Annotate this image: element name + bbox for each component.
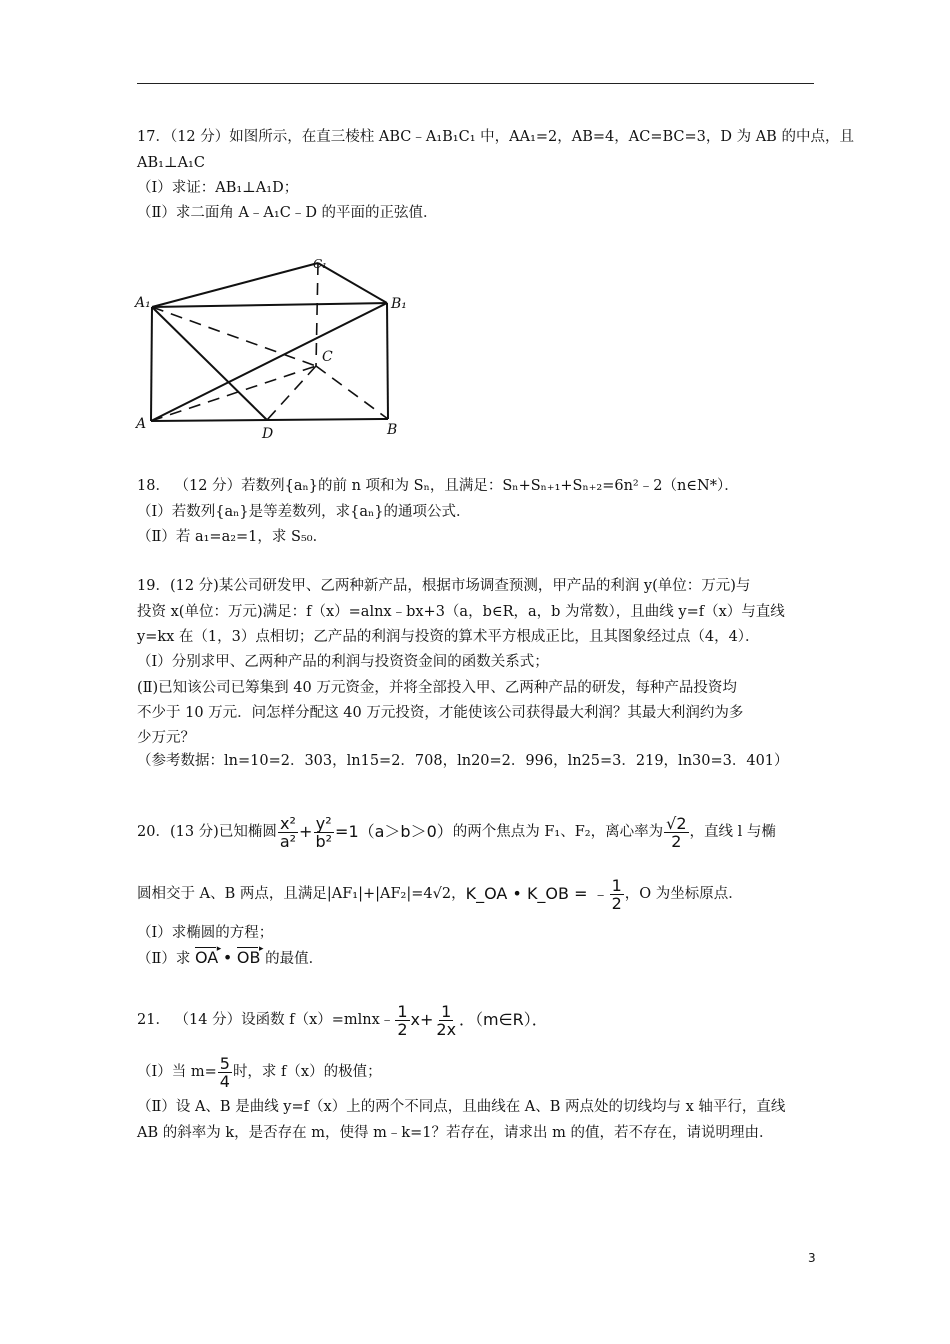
q20-line2b: ，O 为坐标原点． <box>624 886 743 902</box>
q20-tail: ，直线 l 与椭 <box>689 824 776 840</box>
q20-frac-half: $\frac{1}{2}$ <box>611 875 622 913</box>
label-a: A <box>136 416 147 432</box>
q20-part1: （I）求椭圆的方程； <box>137 925 274 941</box>
edge-a1-a <box>151 307 152 421</box>
prism-figure <box>130 258 420 448</box>
q17-part1: （I）求证：AB₁⊥A₁D； <box>137 180 299 196</box>
vector-ob: OB ▸ <box>237 948 261 968</box>
q18-part1: （Ⅰ）若数列{aₙ}是等差数列，求{aₙ}的通项公式． <box>137 504 471 520</box>
edge-a1-c1 <box>152 263 318 307</box>
edge-b1-b <box>387 303 388 419</box>
label-c: C <box>322 349 333 365</box>
q20-line2 <box>137 872 743 916</box>
q19-part2b: 不少于 10 万元．问怎样分配这 40 万元投资，才能使该公司获得最大利润？其最大利润约为多 <box>137 705 744 721</box>
q20-kprod: K_OA • K_OB = ﹣ <box>465 884 609 903</box>
q19-line3: y=kx 在（1，3）点相切；乙产品的利润与投资的算术平方根成正比，且其图象经过点（4，4）． <box>137 629 760 645</box>
q19-line1: 19．(12 分)某公司研发甲、乙两种新产品，根据市场调查预测，甲产品的利润 y(单位：万元)与 <box>137 578 751 594</box>
q18-part2: （Ⅱ）若 a₁=a₂=1，求 S₅₀． <box>137 529 328 545</box>
label-b1: B₁ <box>391 296 407 312</box>
q21-frac-1-2x: $\frac{1}{2x}$ <box>436 1001 457 1039</box>
q20-mid: 的两个焦点为 F₁、F₂，离心率为 <box>452 824 664 840</box>
q17-line1: 17．（12 分）如图所示，在直三棱柱 ABC﹣A₁B₁C₁ 中，AA₁=2，AB=4，AC=BC=3，D 为 AB 的中点，且 <box>137 129 854 145</box>
q18-line1: 18． （12 分）若数列{aₙ}的前 n 项和为 Sₙ，且满足：Sₙ+Sₙ₊₁+Sₙ₊₂=6n²﹣2（n∈N*）． <box>137 478 739 494</box>
q21-frac-5-4: $\frac{5}{4}$ <box>219 1053 230 1091</box>
q21-line1: 21． （14 分）设函数 f（x）=mlnx﹣ $\frac{1}{2}$ x+ $\frac{1}{2x}$ ．（m∈R）． <box>137 998 548 1042</box>
q20-cond: =1（a＞b＞0） <box>335 822 453 841</box>
label-c1: C₁ <box>313 258 327 271</box>
q21-tail: ．（m∈R）． <box>459 1010 548 1029</box>
edge-c-b <box>316 366 388 419</box>
edge-c1-b1 <box>318 263 387 303</box>
segment-a1-c <box>152 307 316 366</box>
q19-line2: 投资 x(单位：万元)满足：f（x）=alnx﹣bx+3（a，b∈R，a，b 为常数），且曲线 y=f（x）与直线 <box>137 604 785 620</box>
q21-part2b: AB 的斜率为 k，是否存在 m，使得 m﹣k=1？若存在，请求出 m 的值，若不存在，请说明理由． <box>137 1125 774 1141</box>
label-b: B <box>387 422 398 438</box>
page-number: 3 <box>808 1251 816 1265</box>
q17-part2: （Ⅱ）求二面角 A﹣A₁C﹣D 的平面的正弦值． <box>137 205 438 221</box>
edge-a-c <box>151 366 316 421</box>
q19-part2c: 少万元？ <box>137 730 195 746</box>
q20-line2a: 圆相交于 A、B 两点，且满足|AF₁|+|AF₂|=4√2， <box>137 886 466 902</box>
q20-frac-x: $\frac{\text{x²}}{\text{a²}}$ <box>279 813 297 851</box>
edge-a1-b1 <box>152 303 387 307</box>
q21-prefix: 21． （14 分）设函数 f（x）=mlnx﹣ <box>137 1012 395 1028</box>
vector-oa: OA ▸ <box>195 948 218 968</box>
q21-part2a: （Ⅱ）设 A、B 是曲线 y=f（x）上的两个不同点，且曲线在 A、B 两点处的切线均与 x 轴平行，直线 <box>137 1099 786 1115</box>
label-a1: A₁ <box>135 295 151 311</box>
q21-part1: （I）当 m= $\frac{5}{4}$ 时，求 f（x）的极值； <box>137 1053 382 1091</box>
q21-frac-half: $\frac{1}{2}$ <box>397 1001 408 1039</box>
segment-a1-d <box>152 307 267 420</box>
q19-part2a: (Ⅱ)已知该公司已筹集到 40 万元资金，并将全部投入甲、乙两种产品的研发，每种产品投资均 <box>137 680 737 696</box>
edge-c1-c <box>316 263 318 366</box>
q20-line1: 20．(13 分)已知椭圆 $\frac{\text{x²}}{\text{a²}}$ + $\frac{\text{y²}}{\text{b²}}$ =1（a＞b＞0） 的两个焦点为 F₁、F₂，离心率为 $\frac{√2}{2}$ ，直线 l 与椭 <box>137 810 776 854</box>
label-d: D <box>262 426 274 442</box>
q20-frac-ecc: $\frac{√2}{2}$ <box>666 813 687 851</box>
q17-line2: AB₁⊥A₁C <box>137 155 205 171</box>
q20-frac-y: $\frac{\text{y²}}{\text{b²}}$ <box>315 813 333 851</box>
header-rule <box>137 83 814 84</box>
segment-a-b1 <box>151 303 387 421</box>
edge-a-b <box>151 419 388 421</box>
q19-ref: （参考数据：ln=10=2．303，ln15=2．708，ln20=2．996，ln25=3．219，ln30=3．401） <box>137 753 789 769</box>
q20-part2: （Ⅱ）求 OA ▸ • OB ▸ 的最值． <box>137 948 323 969</box>
q19-part1: （I）分别求甲、乙两种产品的利润与投资资金间的函数关系式； <box>137 654 549 670</box>
q20-prefix: 20．(13 分)已知椭圆 <box>137 824 277 840</box>
